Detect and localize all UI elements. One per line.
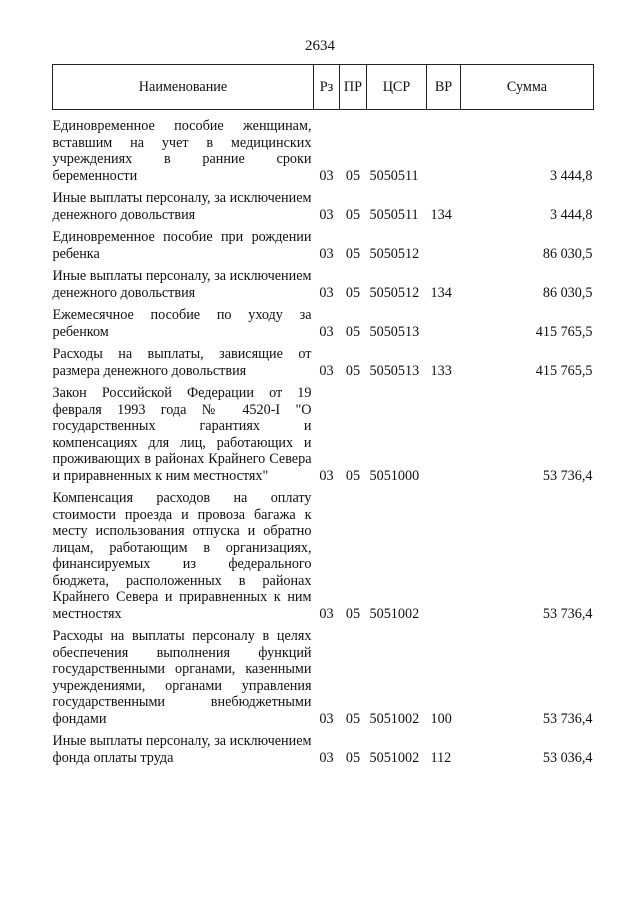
table-header-row (53, 65, 594, 110)
header-sum: Сумма (461, 65, 594, 110)
row-sum: 415 765,5 (535, 362, 593, 379)
row-name: Иные выплаты персоналу, за исключением фонда оплаты труда (52, 733, 312, 766)
table-row (53, 184, 594, 223)
table-row (53, 484, 594, 622)
table-row (53, 262, 594, 301)
header-csr: ЦСР (367, 65, 427, 110)
row-csr: 5051000 (369, 467, 420, 484)
row-vr: 134 (430, 206, 452, 223)
table-row (53, 727, 594, 766)
row-rz: 03 (319, 323, 334, 340)
row-name: Иные выплаты персоналу, за исключением денежного довольствия (52, 190, 312, 223)
row-pr: 05 (345, 467, 361, 484)
table-row (53, 622, 594, 727)
header-rz: Рз (314, 65, 340, 110)
row-sum: 86 030,5 (542, 245, 593, 262)
row-rz: 03 (319, 749, 334, 766)
row-rz: 03 (319, 710, 334, 727)
table-row (53, 110, 594, 185)
row-name: Единовременное пособие при рождении ребенка (52, 229, 312, 262)
table-row (53, 301, 594, 340)
row-csr: 5050513 (369, 323, 420, 340)
row-sum: 53 036,4 (542, 749, 593, 766)
row-vr (427, 379, 461, 484)
row-rz: 03 (319, 362, 334, 379)
row-vr (427, 110, 461, 185)
row-csr: 5051002 (369, 710, 420, 727)
row-vr: 134 (430, 284, 452, 301)
row-csr: 5051002 (369, 605, 420, 622)
row-pr: 05 (345, 605, 361, 622)
row-rz: 03 (319, 167, 334, 184)
row-sum: 53 736,4 (542, 605, 593, 622)
table-row (53, 379, 594, 484)
row-sum: 86 030,5 (542, 284, 593, 301)
row-sum: 53 736,4 (542, 710, 593, 727)
table-row (53, 223, 594, 262)
row-pr: 05 (345, 284, 361, 301)
row-csr: 5050512 (369, 284, 420, 301)
row-sum: 415 765,5 (535, 323, 593, 340)
row-vr (427, 223, 461, 262)
row-pr: 05 (345, 245, 361, 262)
row-pr: 05 (345, 749, 361, 766)
table-row (53, 340, 594, 379)
row-pr: 05 (345, 206, 361, 223)
page-number: 2634 (305, 38, 335, 54)
row-name: Ежемесячное пособие по уходу за ребенком (52, 307, 312, 340)
row-vr: 133 (430, 362, 452, 379)
row-vr: 100 (430, 710, 452, 727)
row-csr: 5050512 (369, 245, 420, 262)
row-csr: 5050513 (369, 362, 420, 379)
header-pr: ПР (340, 65, 367, 110)
header-vr: ВР (427, 65, 461, 110)
row-rz: 03 (319, 245, 334, 262)
budget-table (52, 64, 594, 766)
row-name: Закон Российской Федерации от 19 февраля 1993 года № 4520-I "О государственных гарантиях и компенсациях для лиц, работающих и проживающих в районах Крайнего Севера и приравненных к ним местностях" (52, 385, 312, 484)
row-sum: 3 444,8 (549, 206, 593, 223)
row-vr (427, 484, 461, 622)
row-rz: 03 (319, 284, 334, 301)
row-rz: 03 (319, 206, 334, 223)
row-pr: 05 (345, 167, 361, 184)
row-name: Компенсация расходов на оплату стоимости проезда и провоза багажа к месту использования отпуска и обратно лицам, работающим в организациях, финансируемых из федерального бюджета, расположенных в районах Крайнего Севера и приравненных к ним местностях (52, 490, 312, 622)
row-sum: 3 444,8 (549, 167, 593, 184)
row-csr: 5050511 (369, 206, 419, 223)
row-pr: 05 (345, 710, 361, 727)
row-name: Расходы на выплаты, зависящие от размера денежного довольствия (52, 346, 312, 379)
row-pr: 05 (345, 362, 361, 379)
row-pr: 05 (345, 323, 361, 340)
row-name: Иные выплаты персоналу, за исключением денежного довольствия (52, 268, 312, 301)
row-vr: 112 (430, 749, 452, 766)
row-sum: 53 736,4 (542, 467, 593, 484)
row-csr: 5050511 (369, 167, 419, 184)
row-csr: 5051002 (369, 749, 420, 766)
row-name: Единовременное пособие женщинам, вставшим на учет в медицинских учреждениях в ранние сроки беременности (52, 118, 312, 184)
row-vr (427, 301, 461, 340)
row-name: Расходы на выплаты персоналу в целях обеспечения выполнения функций государственными органами, казенными учреждениями, органами управления государственными внебюджетными фондами (52, 628, 312, 727)
row-rz: 03 (319, 605, 334, 622)
row-rz: 03 (319, 467, 334, 484)
header-name: Наименование (53, 65, 314, 110)
